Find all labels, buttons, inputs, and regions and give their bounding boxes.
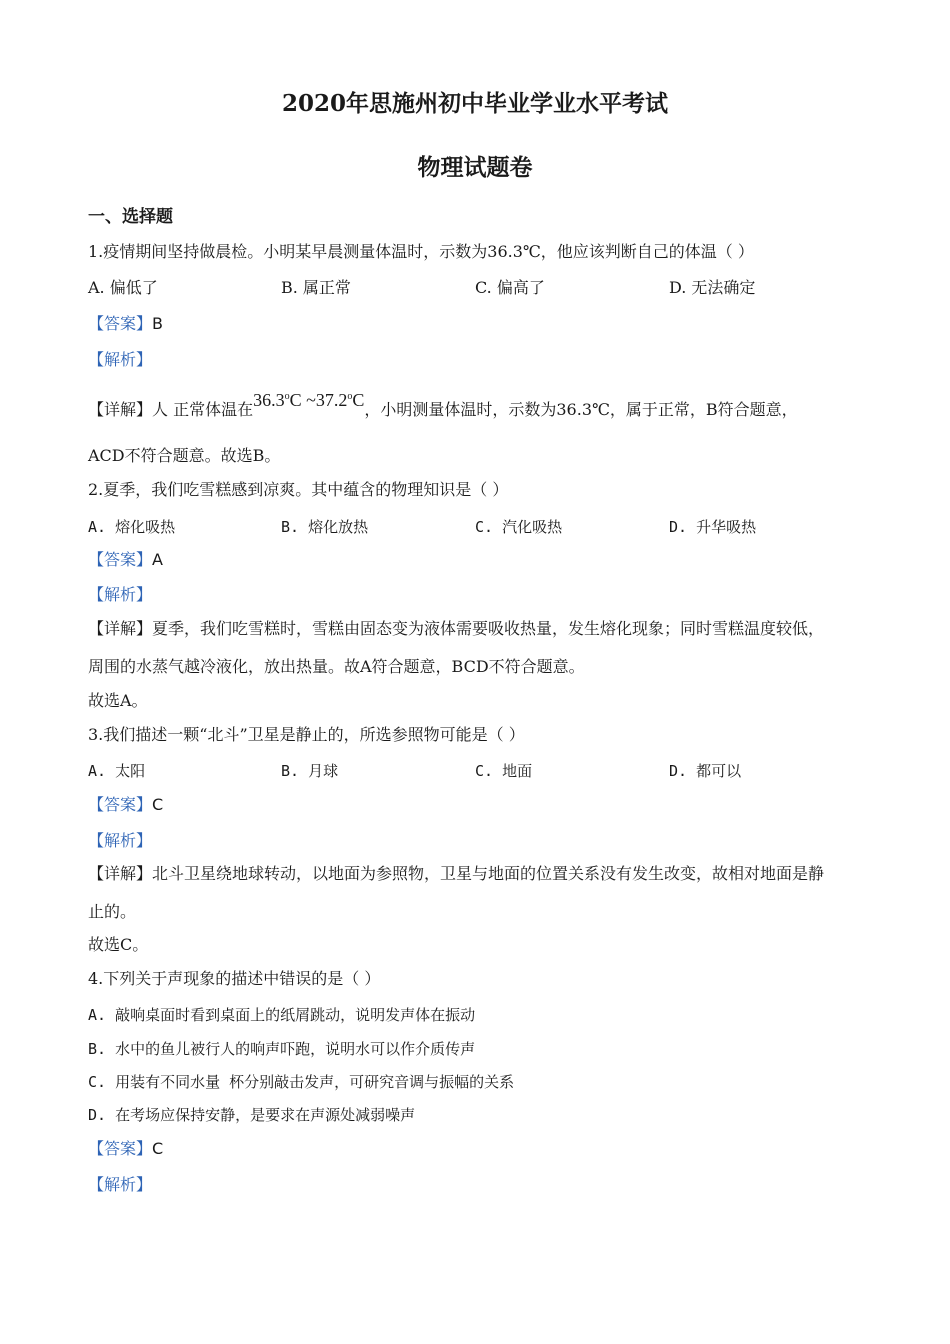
question-4-stem: 4.下列关于声现象的描述中错误的是（ ） [88,969,381,988]
question-2-conclusion: 故选A。 [88,691,148,710]
question-2-option-d: D. 升华吸热 [669,518,757,536]
question-1-stem: 1.疫情期间坚持做晨检。小明某早晨测量体温时，示数为36.3℃，他应该判断自己的体温（ ） [88,242,754,261]
question-2-option-a: A. 熔化吸热 [88,518,176,536]
question-4-option-c: C. 用装有不同水量 杯分别敲击发声，可研究音调与振幅的关系 [88,1073,515,1091]
question-1-analysis-tag: 【解析】 [88,350,153,369]
question-2-option-b: B. 熔化放热 [281,518,369,536]
question-1-option-c: C. 偏高了 [475,278,545,297]
question-2-detail-cont: 周围的水蒸气越冷液化，放出热量。故A符合题意，BCD不符合题意。 [88,657,585,676]
page-subtitle: 物理试题卷 [417,154,533,181]
question-3-stem: 3.我们描述一颗“北斗”卫星是静止的，所选参照物可能是（ ） [88,725,525,744]
question-4-option-b: B. 水中的鱼儿被行人的响声吓跑，说明水可以作介质传声 [88,1040,476,1058]
question-1-answer [88,314,163,334]
question-2-option-c: C. 汽化吸热 [475,518,563,536]
question-2-analysis-tag: 【解析】 [88,585,153,604]
question-3-answer: 【答案】C [88,795,164,814]
question-4-option-a: A. 敲响桌面时看到桌面上的纸屑跳动，说明发声体在振动 [88,1006,476,1024]
detail-tag: 【详解】 [88,400,153,419]
question-2-stem: 2.夏季，我们吃雪糕感到凉爽。其中蕴含的物理知识是（ ） [88,480,509,499]
question-3-option-d: D. 都可以 [669,762,742,780]
question-1-option-a: A. 偏低了 [88,278,158,297]
question-2-detail: 【详解】夏季，我们吃雪糕时，雪糕由固态变为液体需要吸收热量，发生熔化现象；同时雪糕温度较低， [88,619,825,638]
question-3-option-b: B. 月球 [281,762,339,780]
question-1-option-d: D. 无法确定 [669,278,756,297]
question-3-conclusion: 故选C。 [88,935,149,954]
question-4-analysis-tag: 【解析】 [88,1175,153,1194]
question-4-option-d: D. 在考场应保持安静，是要求在声源处减弱噪声 [88,1106,416,1124]
question-2-answer: 【答案】A [88,550,163,569]
section-heading: 一、选择题 [88,207,173,227]
answer-value: B [152,314,163,333]
question-3-detail: 【详解】北斗卫星绕地球转动，以地面为参照物，卫星与地面的位置关系没有发生改变，故相对地面是静 [88,864,825,883]
question-3-analysis-tag: 【解析】 [88,831,153,850]
question-4-answer: 【答案】C [88,1139,164,1158]
temperature-range-formula: 36.3$^o$C ~37.2$^o$C [253,390,365,410]
answer-tag: 【答案】 [88,314,153,333]
question-3-option-a: A. 太阳 [88,762,146,780]
question-1-option-b: B. 属正常 [281,278,351,297]
question-1-detail-cont: ACD不符合题意。故选B。 [88,446,281,465]
page-title: 2020年思施州初中毕业学业水平考试 [281,90,668,117]
question-3-detail-cont: 止的。 [88,902,137,921]
question-1-detail: 【详解】人 正常体温在36.3$^o$C ~37.2$^o$C，小明测量体温时，示数为36.3℃，属于正常，B符合题意， [88,390,798,419]
question-3-option-c: C. 地面 [475,762,533,780]
